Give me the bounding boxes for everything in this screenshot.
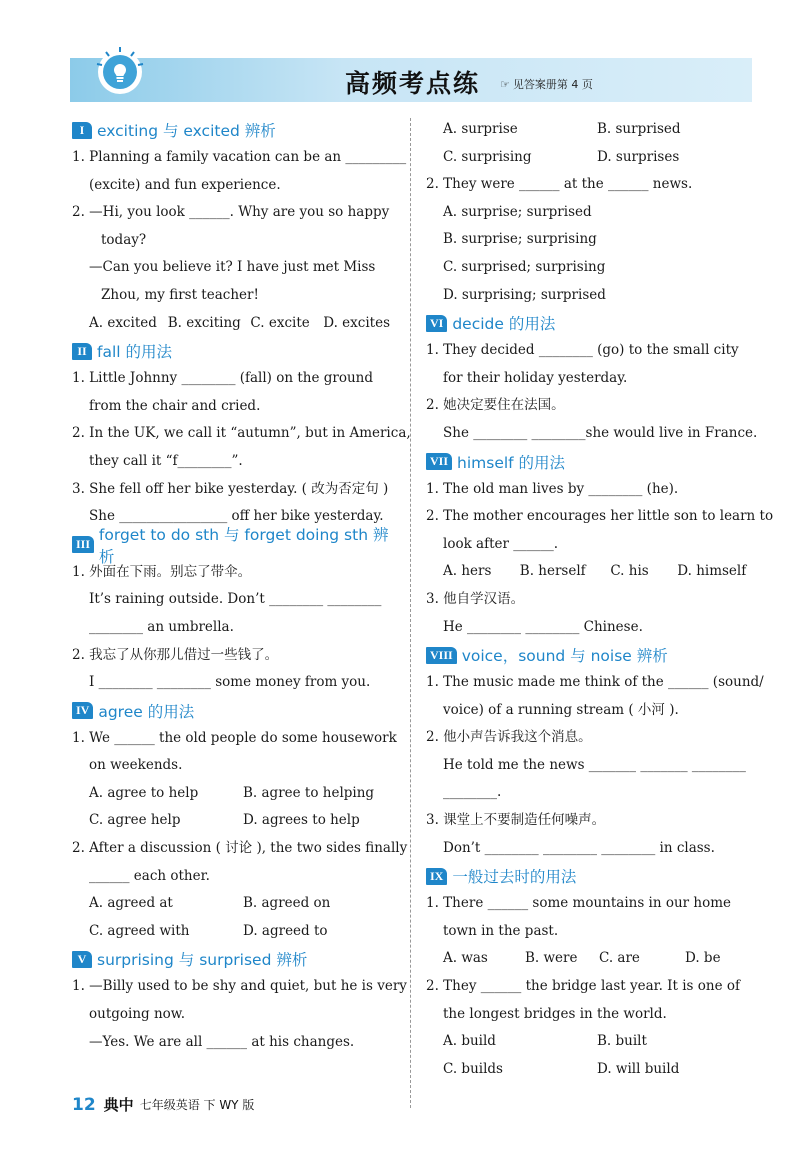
section-number-badge: I [72,122,92,139]
question-line: 1. Little Johnny ________ (fall) on the ground [72,370,374,387]
question-line: 1. —Billy used to be shy and quiet, but he is very [72,978,407,995]
question-line: for their holiday yesterday. [443,369,628,386]
question-line: the longest bridges in the world. [443,1005,667,1022]
section-heading [426,309,756,337]
column-divider [410,118,411,1108]
section-number-badge: IX [426,868,447,885]
answer-option: A. was [443,950,488,967]
question-line: 1. The music made me think of the ______ (sound/ [426,674,764,691]
section-number-badge: III [72,536,94,553]
section-heading-text: exciting 与 excited 辨析 [97,122,276,140]
answer-option: C. agree help [89,812,181,829]
answer-option: C. are [599,950,640,967]
section-heading-text: fall 的用法 [97,343,172,362]
section-heading [72,697,402,725]
answer-options [426,116,756,144]
question-line: outgoing now. [89,1006,186,1023]
question-line: (excite) and fun experience. [89,176,281,193]
question-line: Zhou, my first teacher! [101,286,259,303]
question-line: they call it “f________”. [89,452,243,469]
left-column [72,116,411,1056]
section-heading-text: surprising 与 surprised 辨析 [97,951,308,970]
question-line: ______ each other. [89,867,210,884]
section-heading [426,862,756,890]
question-line: 1. We ______ the old people do some housework [72,729,397,746]
answer-option: C. his [610,563,649,580]
pointing-hand-icon: ☞ [500,78,510,91]
question-line: —Can you believe it? I have just met Miss [89,259,376,276]
section-number-badge: V [72,951,92,968]
answer-options [72,780,402,808]
section-heading-text: voice，sound 与 noise 辨析 [461,647,668,666]
question-line: He ________ ________ Chinese. [443,618,643,635]
question-line: 2. 她决定要住在法国。 [426,397,565,414]
right-column [426,116,774,1083]
answer-option: D. excites [323,314,390,331]
section-heading [72,525,402,566]
question-line: voice) of a running stream ( 小河 ). [443,701,679,718]
question-line: —Yes. We are all ______ at his changes. [89,1033,355,1050]
answer-option: C. agreed with [89,922,190,939]
answer-reference [500,76,593,92]
section-number-badge: VIII [426,647,457,664]
question-line: D. surprising; surprised [443,286,606,303]
answer-option: A. build [443,1033,496,1050]
answer-options [426,945,756,973]
question-line: on weekends. [89,757,183,774]
answer-options [72,890,402,918]
question-line: 3. 课堂上不要制造任何噪声。 [426,812,606,829]
question-line: 1. They decided ________ (go) to the small city [426,342,739,359]
question-line: ________. [443,784,502,801]
section-heading [72,337,402,365]
question-line: from the chair and cried. [89,397,261,414]
question-line: B. surprise; surprising [443,231,597,248]
section-number-badge: VII [426,453,452,470]
answer-options [426,1056,756,1084]
page-title: 高频考点练 [345,69,481,98]
answer-options [72,918,402,946]
answer-option: C. surprising [443,148,532,165]
question-line: 3. She fell off her bike yesterday. ( 改为否定句 ) [72,480,389,497]
section-number-badge: II [72,343,92,360]
question-line: She ________ ________she would live in France. [443,424,758,441]
answer-option: B. exciting [167,314,241,331]
answer-reference-text: 见答案册第 4 页 [512,78,593,91]
answer-option: D. surprises [597,148,680,165]
page-number: 12 [72,1094,96,1115]
question-line: She ________________ off her bike yesterday. [89,508,384,525]
section-heading [72,116,402,144]
answer-option: B. surprised [597,121,681,137]
question-line: look after ______. [443,535,559,552]
answer-option: D. be [685,950,721,967]
section-heading-text: himself 的用法 [457,453,566,472]
question-line: 2. 我忘了从你那儿借过一些钱了。 [72,646,279,663]
answer-options [426,1028,756,1056]
answer-options [72,807,402,835]
section-heading-text: forget to do sth 与 forget doing sth 辨析 [98,525,389,566]
section-number-badge: IV [72,702,93,719]
section-heading [72,945,402,973]
answer-option: D. agrees to help [243,812,360,829]
question-line: ________ an umbrella. [89,618,234,635]
question-line: 2. After a discussion ( 讨论 ), the two sides finally [72,840,408,857]
question-line: 1. 外面在下雨。别忘了带伞。 [72,563,252,580]
answer-option: A. excited [89,314,157,331]
question-line: 2. They ______ the bridge last year. It is one of [426,978,740,995]
answer-options [426,558,756,586]
question-line: 2. The mother encourages her little son to learn to [426,508,774,525]
question-line: 2. 他小声告诉我这个消息。 [426,729,592,746]
question-line: C. surprised; surprising [443,258,606,275]
question-line: 2. They were ______ at the ______ news. [426,176,693,193]
answer-option: B. built [597,1033,647,1050]
question-line: A. surprise; surprised [443,203,592,220]
answer-option: D. will build [597,1060,680,1077]
answer-option: A. surprise [443,121,518,137]
question-line: 1. Planning a family vacation can be an _________ [72,149,407,165]
question-line: 3. 他自学汉语。 [426,590,525,607]
question-line: 2. In the UK, we call it “autumn”, but in America, [72,425,411,442]
answer-option: B. agree to helping [243,784,375,801]
question-line: It’s raining outside. Don’t ________ ________ [89,591,382,608]
answer-option: C. builds [443,1060,503,1077]
question-line: 1. There ______ some mountains in our home [426,895,732,912]
question-line: 2. —Hi, you look ______. Why are you so happy [72,204,390,221]
answer-option: B. herself [519,563,586,580]
section-heading-text: agree 的用法 [98,702,195,721]
answer-option: A. agree to help [89,784,199,801]
answer-option: D. himself [677,563,747,580]
lightbulb-icon [95,46,145,96]
answer-option: D. agreed to [243,922,328,939]
question-line: town in the past. [443,922,559,939]
answer-option: A. agreed at [89,895,173,912]
question-line: today? [101,231,147,248]
page-footer [72,1094,254,1115]
section-heading-text: decide 的用法 [452,315,556,334]
section-heading-text: 一般过去时的用法 [452,868,577,887]
book-title: 七年级英语 下 WY 版 [139,1098,255,1112]
answer-option: A. hers [443,563,492,580]
section-heading [426,641,756,669]
question-line: Don’t ________ ________ ________ in class. [443,839,715,856]
answer-option: B. were [525,950,578,967]
question-line: He told me the news _______ _______ ________ [443,756,746,773]
question-line: I ________ ________ some money from you. [89,674,371,691]
question-line: 1. The old man lives by ________ (he). [426,480,679,497]
answer-options [72,310,402,338]
section-heading [426,448,756,476]
section-number-badge: VI [426,315,447,332]
answer-options [426,144,756,172]
answer-option: C. excite [250,314,310,331]
brand-logo: 典中 [103,1096,134,1114]
answer-option: B. agreed on [243,895,331,912]
